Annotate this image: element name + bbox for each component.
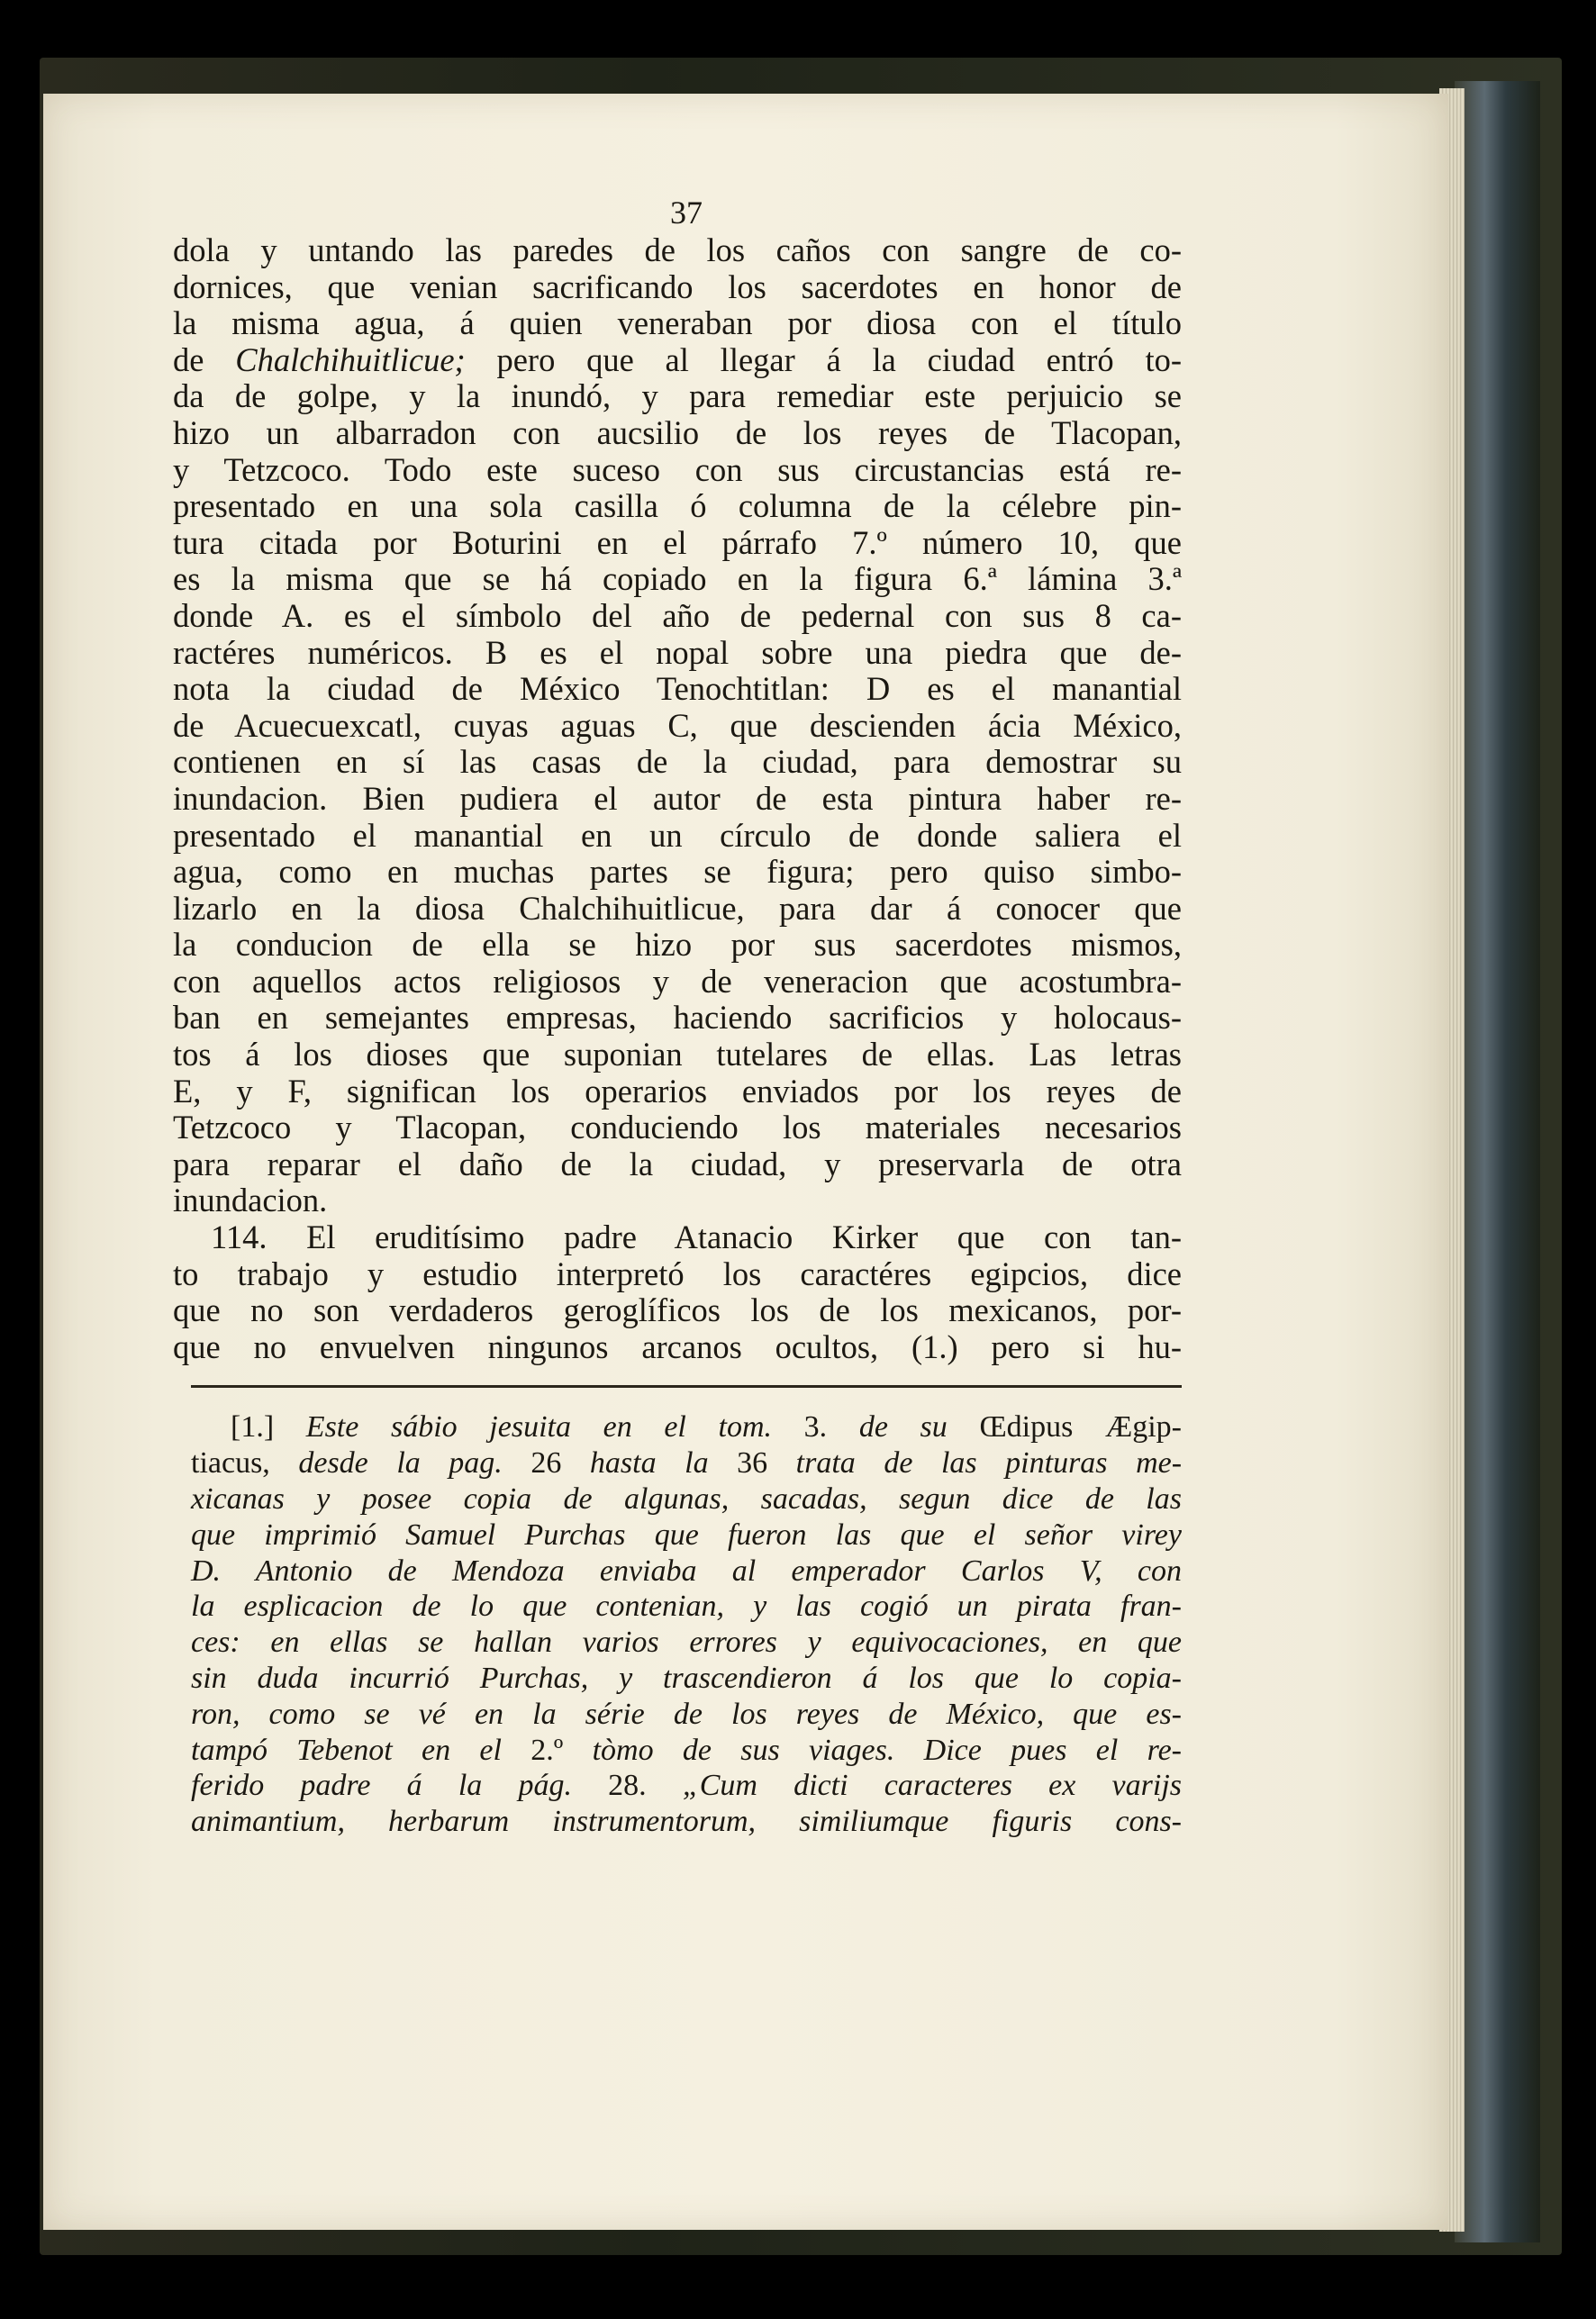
text-run: dola y untando las paredes de los caños con sangre de co-	[173, 231, 1182, 268]
text-line	[173, 635, 1182, 672]
text-line	[173, 1000, 1182, 1037]
text-line	[173, 1110, 1182, 1146]
text-run: pero que al llegar á la ciudad entró to-	[465, 340, 1182, 378]
page-text	[173, 193, 1182, 1840]
text-run: 2.º	[501, 1733, 593, 1767]
footnote-line	[191, 1481, 1182, 1517]
text-run: ban en semejantes empresas, haciendo sacrificios y holocaus-	[173, 999, 1182, 1037]
text-run: que no son verdaderos geroglíficos los de los mexicanos, por-	[173, 1291, 1182, 1329]
text-run: trata de las pinturas me-	[795, 1446, 1183, 1481]
text-run: la misma agua, á quien veneraban por diosa con el título	[173, 304, 1182, 342]
text-line	[173, 1219, 1182, 1256]
text-run: de Acuecuexcatl, cuyas aguas C, que descienden ácia México,	[173, 706, 1182, 744]
text-run: Chalchihuitlicue;	[235, 340, 466, 378]
text-run: tampó Tebenot en el	[191, 1733, 502, 1767]
text-run: xicanas y posee copia de algunas, sacadas, segun dice de las	[191, 1482, 1182, 1516]
text-line	[173, 1256, 1182, 1293]
text-run: animantium, herbarum instrumentorum, similiumque figuris cons-	[191, 1805, 1182, 1839]
text-line	[173, 744, 1182, 781]
text-run: „Cum dicti caracteres ex varijs	[682, 1769, 1182, 1803]
text-run: con aquellos actos religiosos y de veneracion que acostumbra-	[173, 962, 1182, 1000]
text-line	[173, 781, 1182, 818]
text-run: ron, como se vé en la série de los reyes de México, que es-	[191, 1697, 1182, 1731]
footnote	[173, 1409, 1182, 1840]
footnote-line	[191, 1554, 1182, 1590]
text-line	[173, 561, 1182, 598]
footnote-line	[191, 1445, 1182, 1481]
text-line	[173, 891, 1182, 928]
text-run: sin duda incurrió Purchas, y trascendieron á los que lo copia-	[191, 1661, 1182, 1695]
text-line	[173, 305, 1182, 342]
footnote-line	[191, 1625, 1182, 1661]
text-run: nota la ciudad de México Tenochtitlan: D es el manantial	[173, 670, 1182, 708]
footnote-line	[191, 1517, 1182, 1554]
text-run: E, y F, significan los operarios enviados por los reyes de	[173, 1072, 1182, 1110]
text-run: [1.]	[231, 1410, 306, 1445]
text-line	[173, 232, 1182, 269]
text-run: tura citada por Boturini en el párrafo 7.º número 10, que	[173, 523, 1182, 561]
footnote-line	[191, 1409, 1182, 1445]
text-run: Este sábio jesuita en el tom.	[305, 1410, 773, 1445]
text-run: para reparar el daño de la ciudad, y preservarla de otra	[173, 1145, 1182, 1182]
footnote-rule	[191, 1385, 1182, 1388]
text-line	[173, 488, 1182, 525]
text-run: 114. El eruditísimo padre Atanacio Kirker que con tan-	[211, 1218, 1182, 1256]
text-run: la conducion de ella se hizo por sus sacerdotes mismos,	[173, 926, 1182, 964]
text-run: hasta la	[589, 1446, 709, 1481]
text-run: que no envuelven ningunos arcanos ocultos, (1.) pero si hu-	[173, 1327, 1182, 1365]
footnote-line	[191, 1804, 1182, 1840]
text-run: to trabajo y estudio interpretó los caractéres egipcios, dice	[173, 1255, 1182, 1292]
text-run: 26	[502, 1446, 590, 1481]
text-run: agua, como en muchas partes se figura; pero quiso simbo-	[173, 853, 1182, 891]
text-line	[173, 854, 1182, 891]
footnote-line	[191, 1661, 1182, 1697]
text-run: la esplicacion de lo que contenian, y las cogió un pirata fran-	[191, 1590, 1182, 1624]
text-run: hizo un albarradon con aucsilio de los reyes de Tlacopan,	[173, 413, 1182, 451]
text-run: 36	[708, 1446, 796, 1481]
text-run: Œdipus Ægip-	[947, 1410, 1182, 1445]
text-line	[173, 927, 1182, 964]
footnote-line	[191, 1768, 1182, 1804]
text-run: dornices, que venian sacrificando los sacerdotes en honor de	[173, 267, 1182, 305]
footnote-line	[191, 1589, 1182, 1625]
page-number: 37	[670, 195, 703, 231]
text-run: de	[173, 340, 236, 378]
text-run: 3.	[772, 1410, 859, 1445]
footnote-line	[191, 1733, 1182, 1769]
text-run: tos á los dioses que suponian tutelares de ellas. Las letras	[173, 1036, 1182, 1073]
book-spine-edge	[1455, 81, 1540, 2242]
text-line	[173, 269, 1182, 306]
main-text	[173, 232, 1182, 1365]
text-run: es la misma que se há copiado en la figura 6.ª lámina 3.ª	[173, 560, 1182, 598]
text-run: da de golpe, y la inundó, y para remediar este perjuicio se	[173, 377, 1182, 415]
text-run: ferido padre á la pág.	[191, 1769, 572, 1803]
text-line	[173, 1182, 1182, 1219]
text-run: presentado en una sola casilla ó columna de la célebre pin-	[173, 487, 1182, 525]
text-line	[173, 452, 1182, 489]
text-line	[173, 1329, 1182, 1366]
text-line	[173, 378, 1182, 415]
text-run: que imprimió Samuel Purchas que fueron las que el señor virey	[191, 1517, 1182, 1552]
text-line	[173, 415, 1182, 452]
text-run: ractéres numéricos. B es el nopal sobre una piedra que de-	[173, 633, 1182, 671]
text-line	[173, 1073, 1182, 1110]
text-run: ces: en ellas se hallan varios errores y equivocaciones, en que	[191, 1626, 1182, 1660]
text-line	[173, 964, 1182, 1001]
text-line	[173, 342, 1182, 379]
text-run: inundacion. Bien pudiera el autor de esta pintura haber re-	[173, 779, 1182, 817]
footnote-line	[191, 1697, 1182, 1733]
text-run: tòmo de sus viages. Dice pues el re-	[592, 1733, 1182, 1767]
text-run: Tetzcoco y Tlacopan, conduciendo los materiales necesarios	[173, 1109, 1182, 1146]
text-run: 28.	[571, 1769, 683, 1803]
text-line	[173, 1292, 1182, 1329]
text-run: presentado el manantial en un círculo de donde saliera el	[173, 816, 1182, 854]
text-run: inundacion.	[173, 1182, 328, 1219]
text-run: de su	[858, 1410, 948, 1445]
text-line	[173, 598, 1182, 635]
text-line	[173, 671, 1182, 708]
text-line	[173, 818, 1182, 855]
text-run: contienen en sí las casas de la ciudad, para demostrar su	[173, 743, 1182, 781]
text-line	[173, 1037, 1182, 1073]
text-run: y Tetzcoco. Todo este suceso con sus circustancias está re-	[173, 450, 1182, 488]
text-run: donde A. es el símbolo del año de pedernal con sus 8 ca-	[173, 596, 1182, 634]
text-line	[173, 708, 1182, 745]
text-run: lizarlo en la diosa Chalchihuitlicue, para dar á conocer que	[173, 889, 1182, 927]
text-run: D. Antonio de Mendoza enviaba al emperador Carlos V, con	[191, 1554, 1182, 1588]
text-run: tiacus,	[191, 1446, 299, 1481]
text-run: desde la pag.	[298, 1446, 503, 1481]
text-line	[173, 1146, 1182, 1183]
text-line	[173, 525, 1182, 562]
